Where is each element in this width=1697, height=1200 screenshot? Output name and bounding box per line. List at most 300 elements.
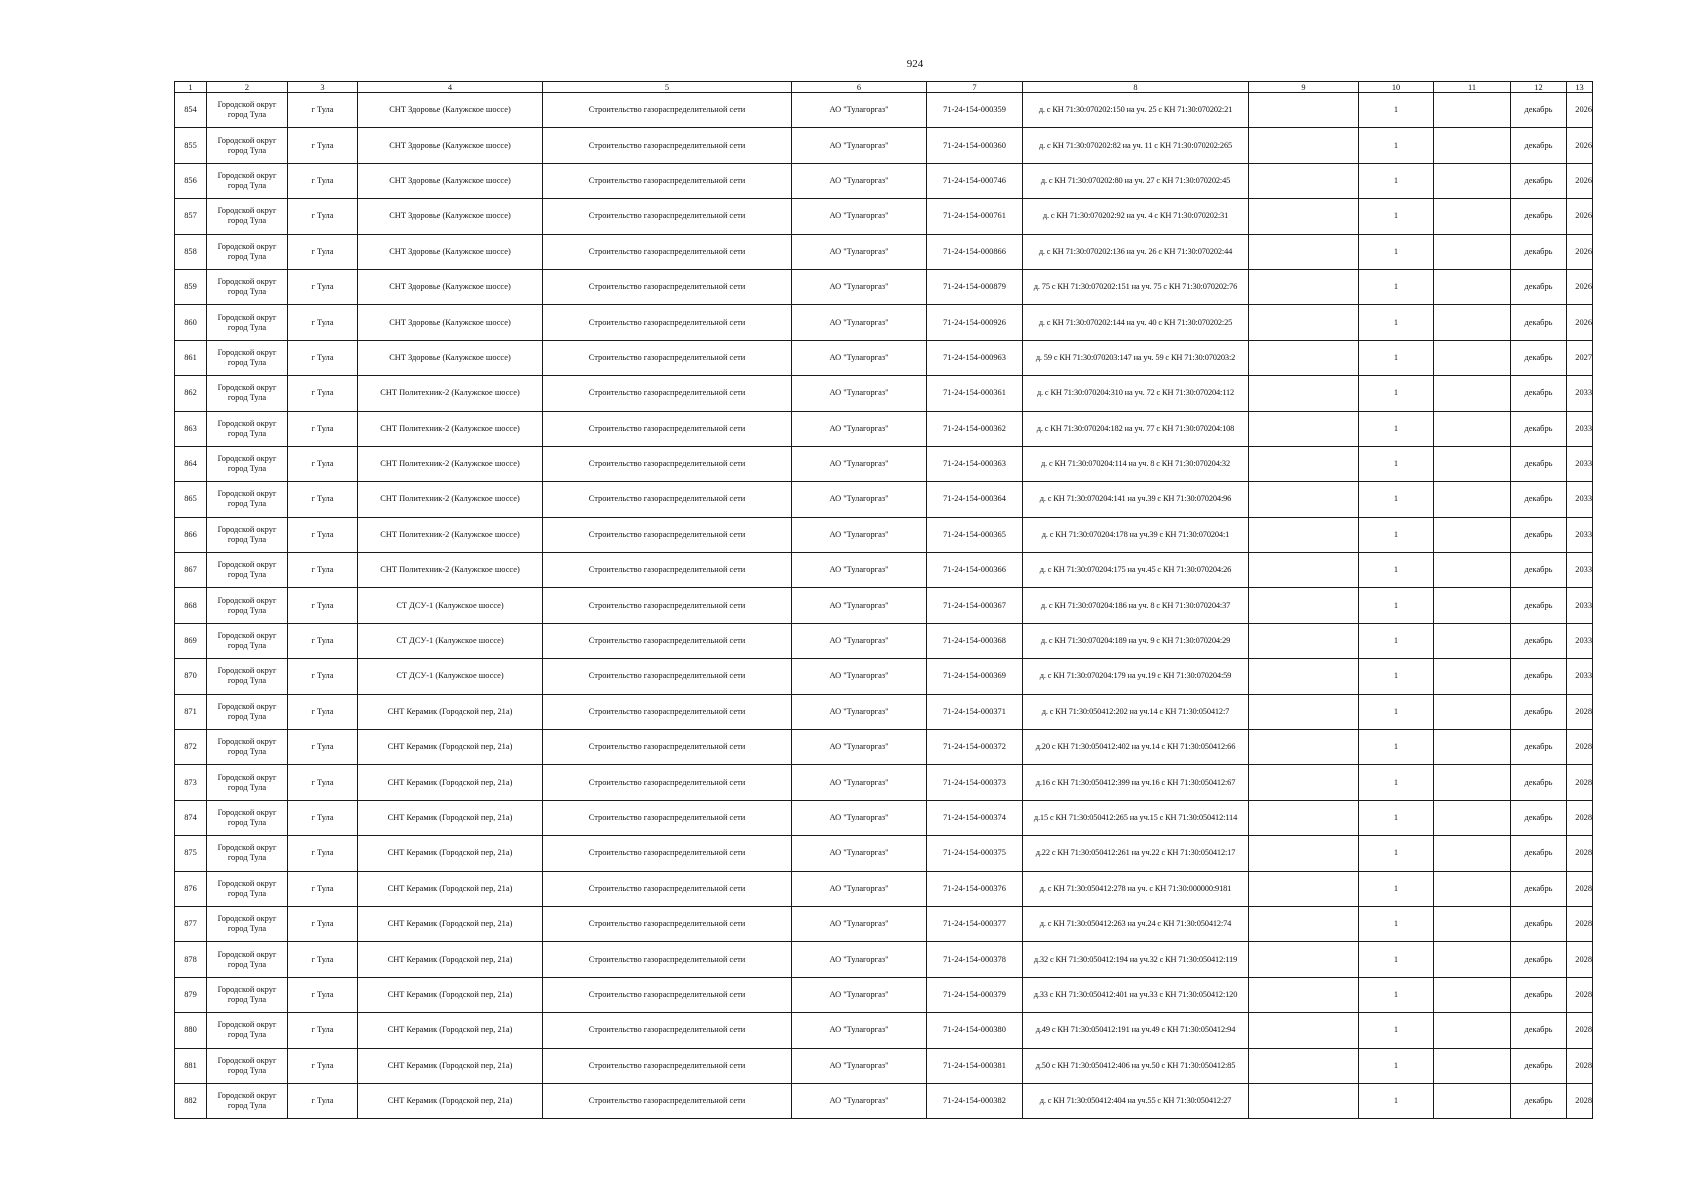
cell-month: декабрь — [1511, 482, 1567, 517]
cell-quantity: 1 — [1359, 1013, 1434, 1048]
cell-application-number: 71-24-154-000360 — [927, 128, 1023, 163]
cell-row-number: 858 — [175, 234, 207, 269]
cell-object-name: СНТ Здоровье (Калужское шоссе) — [358, 199, 543, 234]
cell-municipality: Городской округ город Тула — [207, 800, 288, 835]
cell-object-description: д.50 с КН 71:30:050412:406 на уч.50 с КН 71:30:050412:85 — [1023, 1048, 1249, 1083]
cell-object-name: СНТ Керамик (Городской пер, 21а) — [358, 977, 543, 1012]
cell-col-9 — [1249, 269, 1359, 304]
cell-year: 2033 — [1567, 517, 1593, 552]
cell-organization: АО "Тулагоргаз" — [792, 93, 927, 128]
cell-month: декабрь — [1511, 977, 1567, 1012]
cell-object-name: СНТ Керамик (Городской пер, 21а) — [358, 836, 543, 871]
cell-object-description: д. с КН 71:30:050412:278 на уч. с КН 71:30:000000:9181 — [1023, 871, 1249, 906]
cell-municipality: Городской округ город Тула — [207, 730, 288, 765]
cell-settlement: г Тула — [288, 730, 358, 765]
cell-organization: АО "Тулагоргаз" — [792, 836, 927, 871]
cell-quantity: 1 — [1359, 588, 1434, 623]
cell-application-number: 71-24-154-000365 — [927, 517, 1023, 552]
cell-col-9 — [1249, 588, 1359, 623]
cell-year: 2026 — [1567, 305, 1593, 340]
cell-municipality: Городской округ город Тула — [207, 659, 288, 694]
cell-municipality: Городской округ город Тула — [207, 1013, 288, 1048]
cell-year: 2028 — [1567, 836, 1593, 871]
table-row — [175, 446, 1593, 481]
cell-col-9 — [1249, 800, 1359, 835]
cell-municipality: Городской округ город Тула — [207, 623, 288, 658]
cell-municipality: Городской округ город Тула — [207, 694, 288, 729]
cell-work-type: Строительство газораспределительной сети — [543, 871, 792, 906]
cell-year: 2028 — [1567, 694, 1593, 729]
cell-month: декабрь — [1511, 553, 1567, 588]
cell-row-number: 854 — [175, 93, 207, 128]
cell-object-name: СНТ Политехник-2 (Калужское шоссе) — [358, 411, 543, 446]
cell-settlement: г Тула — [288, 977, 358, 1012]
table-row — [175, 93, 1593, 128]
cell-municipality: Городской округ город Тула — [207, 517, 288, 552]
cell-col-11 — [1434, 482, 1511, 517]
cell-application-number: 71-24-154-000359 — [927, 93, 1023, 128]
cell-col-11 — [1434, 1048, 1511, 1083]
cell-row-number: 870 — [175, 659, 207, 694]
cell-object-description: д. с КН 71:30:070204:310 на уч. 72 с КН 71:30:070204:112 — [1023, 376, 1249, 411]
cell-month: декабрь — [1511, 730, 1567, 765]
cell-municipality: Городской округ город Тула — [207, 977, 288, 1012]
cell-object-description: д. 59 с КН 71:30:070203:147 на уч. 59 с КН 71:30:070203:2 — [1023, 340, 1249, 375]
column-header-11: 11 — [1434, 82, 1511, 93]
cell-application-number: 71-24-154-000371 — [927, 694, 1023, 729]
cell-year: 2028 — [1567, 977, 1593, 1012]
table-row — [175, 517, 1593, 552]
cell-row-number: 876 — [175, 871, 207, 906]
cell-work-type: Строительство газораспределительной сети — [543, 163, 792, 198]
column-header-13: 13 — [1567, 82, 1593, 93]
cell-quantity: 1 — [1359, 163, 1434, 198]
table-row — [175, 234, 1593, 269]
cell-month: декабрь — [1511, 446, 1567, 481]
cell-year: 2028 — [1567, 906, 1593, 941]
cell-settlement: г Тула — [288, 871, 358, 906]
cell-month: декабрь — [1511, 517, 1567, 552]
cell-organization: АО "Тулагоргаз" — [792, 446, 927, 481]
cell-col-9 — [1249, 482, 1359, 517]
cell-row-number: 882 — [175, 1083, 207, 1118]
cell-month: декабрь — [1511, 659, 1567, 694]
cell-organization: АО "Тулагоргаз" — [792, 269, 927, 304]
cell-municipality: Городской округ город Тула — [207, 128, 288, 163]
cell-col-11 — [1434, 836, 1511, 871]
cell-year: 2033 — [1567, 482, 1593, 517]
table-row — [175, 269, 1593, 304]
cell-settlement: г Тула — [288, 340, 358, 375]
cell-municipality: Городской округ город Тула — [207, 163, 288, 198]
cell-col-9 — [1249, 1083, 1359, 1118]
column-header-7: 7 — [927, 82, 1023, 93]
cell-municipality: Городской округ город Тула — [207, 376, 288, 411]
cell-object-name: СНТ Здоровье (Калужское шоссе) — [358, 128, 543, 163]
cell-municipality: Городской округ город Тула — [207, 871, 288, 906]
cell-object-name: СНТ Керамик (Городской пер, 21а) — [358, 906, 543, 941]
cell-col-11 — [1434, 906, 1511, 941]
cell-month: декабрь — [1511, 623, 1567, 658]
cell-month: декабрь — [1511, 128, 1567, 163]
cell-settlement: г Тула — [288, 482, 358, 517]
cell-quantity: 1 — [1359, 836, 1434, 871]
cell-quantity: 1 — [1359, 730, 1434, 765]
cell-settlement: г Тула — [288, 305, 358, 340]
cell-row-number: 877 — [175, 906, 207, 941]
cell-application-number: 71-24-154-000361 — [927, 376, 1023, 411]
cell-organization: АО "Тулагоргаз" — [792, 553, 927, 588]
cell-object-description: д. с КН 71:30:070204:189 на уч. 9 с КН 71:30:070204:29 — [1023, 623, 1249, 658]
cell-quantity: 1 — [1359, 446, 1434, 481]
cell-row-number: 866 — [175, 517, 207, 552]
table-row — [175, 730, 1593, 765]
cell-row-number: 865 — [175, 482, 207, 517]
cell-municipality: Городской округ город Тула — [207, 765, 288, 800]
cell-col-11 — [1434, 163, 1511, 198]
cell-object-name: СНТ Керамик (Городской пер, 21а) — [358, 1083, 543, 1118]
cell-row-number: 875 — [175, 836, 207, 871]
cell-work-type: Строительство газораспределительной сети — [543, 93, 792, 128]
cell-settlement: г Тула — [288, 694, 358, 729]
cell-application-number: 71-24-154-000363 — [927, 446, 1023, 481]
cell-application-number: 71-24-154-000963 — [927, 340, 1023, 375]
cell-row-number: 856 — [175, 163, 207, 198]
table-row — [175, 977, 1593, 1012]
cell-work-type: Строительство газораспределительной сети — [543, 305, 792, 340]
cell-municipality: Городской округ город Тула — [207, 588, 288, 623]
cell-municipality: Городской округ город Тула — [207, 411, 288, 446]
cell-col-11 — [1434, 93, 1511, 128]
cell-object-name: СНТ Керамик (Городской пер, 21а) — [358, 871, 543, 906]
cell-col-9 — [1249, 411, 1359, 446]
cell-year: 2027 — [1567, 340, 1593, 375]
table-row — [175, 163, 1593, 198]
cell-settlement: г Тула — [288, 623, 358, 658]
cell-col-11 — [1434, 411, 1511, 446]
cell-settlement: г Тула — [288, 163, 358, 198]
cell-row-number: 881 — [175, 1048, 207, 1083]
cell-row-number: 863 — [175, 411, 207, 446]
cell-object-name: СТ ДСУ-1 (Калужское шоссе) — [358, 588, 543, 623]
cell-object-description: д. с КН 71:30:070202:92 на уч. 4 с КН 71:30:070202:31 — [1023, 199, 1249, 234]
cell-object-description: д. с КН 71:30:070204:175 на уч.45 с КН 71:30:070204:26 — [1023, 553, 1249, 588]
table-row — [175, 128, 1593, 163]
cell-year: 2026 — [1567, 163, 1593, 198]
column-header-5: 5 — [543, 82, 792, 93]
cell-object-description: д.20 с КН 71:30:050412:402 на уч.14 с КН 71:30:050412:66 — [1023, 730, 1249, 765]
cell-row-number: 880 — [175, 1013, 207, 1048]
cell-organization: АО "Тулагоргаз" — [792, 906, 927, 941]
cell-year: 2028 — [1567, 1013, 1593, 1048]
cell-organization: АО "Тулагоргаз" — [792, 1048, 927, 1083]
table-row — [175, 340, 1593, 375]
cell-row-number: 860 — [175, 305, 207, 340]
cell-municipality: Городской округ город Тула — [207, 234, 288, 269]
cell-month: декабрь — [1511, 1083, 1567, 1118]
cell-col-9 — [1249, 234, 1359, 269]
cell-settlement: г Тула — [288, 588, 358, 623]
cell-settlement: г Тула — [288, 411, 358, 446]
cell-object-name: СНТ Здоровье (Калужское шоссе) — [358, 340, 543, 375]
column-header-4: 4 — [358, 82, 543, 93]
cell-settlement: г Тула — [288, 906, 358, 941]
cell-settlement: г Тула — [288, 765, 358, 800]
cell-row-number: 878 — [175, 942, 207, 977]
cell-municipality: Городской округ город Тула — [207, 906, 288, 941]
cell-organization: АО "Тулагоргаз" — [792, 942, 927, 977]
cell-settlement: г Тула — [288, 128, 358, 163]
cell-work-type: Строительство газораспределительной сети — [543, 446, 792, 481]
table-row — [175, 1013, 1593, 1048]
cell-object-name: СТ ДСУ-1 (Калужское шоссе) — [358, 623, 543, 658]
cell-application-number: 71-24-154-000378 — [927, 942, 1023, 977]
cell-col-9 — [1249, 199, 1359, 234]
cell-month: декабрь — [1511, 1013, 1567, 1048]
cell-year: 2028 — [1567, 1048, 1593, 1083]
table-row — [175, 871, 1593, 906]
cell-col-11 — [1434, 800, 1511, 835]
cell-quantity: 1 — [1359, 623, 1434, 658]
cell-organization: АО "Тулагоргаз" — [792, 163, 927, 198]
cell-application-number: 71-24-154-000377 — [927, 906, 1023, 941]
cell-application-number: 71-24-154-000926 — [927, 305, 1023, 340]
cell-object-name: СНТ Здоровье (Калужское шоссе) — [358, 234, 543, 269]
cell-object-description: д. с КН 71:30:070204:179 на уч.19 с КН 71:30:070204:59 — [1023, 659, 1249, 694]
cell-work-type: Строительство газораспределительной сети — [543, 234, 792, 269]
cell-object-description: д. с КН 71:30:050412:263 на уч.24 с КН 71:30:050412:74 — [1023, 906, 1249, 941]
cell-year: 2028 — [1567, 871, 1593, 906]
cell-month: декабрь — [1511, 942, 1567, 977]
cell-object-name: СНТ Керамик (Городской пер, 21а) — [358, 730, 543, 765]
cell-month: декабрь — [1511, 871, 1567, 906]
table-row — [175, 411, 1593, 446]
cell-work-type: Строительство газораспределительной сети — [543, 694, 792, 729]
cell-application-number: 71-24-154-000366 — [927, 553, 1023, 588]
cell-quantity: 1 — [1359, 1083, 1434, 1118]
cell-organization: АО "Тулагоргаз" — [792, 1013, 927, 1048]
cell-work-type: Строительство газораспределительной сети — [543, 517, 792, 552]
cell-object-description: д.33 с КН 71:30:050412:401 на уч.33 с КН 71:30:050412:120 — [1023, 977, 1249, 1012]
cell-row-number: 868 — [175, 588, 207, 623]
cell-col-11 — [1434, 588, 1511, 623]
cell-object-description: д. 75 с КН 71:30:070202:151 на уч. 75 с КН 71:30:070202:76 — [1023, 269, 1249, 304]
cell-object-description: д. с КН 71:30:070204:182 на уч. 77 с КН 71:30:070204:108 — [1023, 411, 1249, 446]
cell-object-description: д. с КН 71:30:070202:80 на уч. 27 с КН 71:30:070202:45 — [1023, 163, 1249, 198]
cell-object-description: д. с КН 71:30:070204:114 на уч. 8 с КН 71:30:070204:32 — [1023, 446, 1249, 481]
cell-col-11 — [1434, 1083, 1511, 1118]
cell-object-name: СНТ Керамик (Городской пер, 21а) — [358, 694, 543, 729]
cell-col-9 — [1249, 977, 1359, 1012]
cell-application-number: 71-24-154-000369 — [927, 659, 1023, 694]
cell-quantity: 1 — [1359, 93, 1434, 128]
cell-row-number: 861 — [175, 340, 207, 375]
cell-month: декабрь — [1511, 836, 1567, 871]
cell-quantity: 1 — [1359, 305, 1434, 340]
cell-col-11 — [1434, 553, 1511, 588]
cell-col-9 — [1249, 765, 1359, 800]
cell-settlement: г Тула — [288, 659, 358, 694]
cell-work-type: Строительство газораспределительной сети — [543, 730, 792, 765]
cell-col-11 — [1434, 269, 1511, 304]
cell-work-type: Строительство газораспределительной сети — [543, 800, 792, 835]
cell-settlement: г Тула — [288, 376, 358, 411]
table-row — [175, 906, 1593, 941]
cell-month: декабрь — [1511, 906, 1567, 941]
cell-object-name: СНТ Здоровье (Калужское шоссе) — [358, 305, 543, 340]
cell-application-number: 71-24-154-000382 — [927, 1083, 1023, 1118]
cell-municipality: Городской округ город Тула — [207, 93, 288, 128]
cell-col-11 — [1434, 871, 1511, 906]
cell-application-number: 71-24-154-000866 — [927, 234, 1023, 269]
cell-quantity: 1 — [1359, 906, 1434, 941]
cell-month: декабрь — [1511, 800, 1567, 835]
cell-settlement: г Тула — [288, 1083, 358, 1118]
cell-col-9 — [1249, 906, 1359, 941]
cell-col-11 — [1434, 199, 1511, 234]
cell-object-name: СНТ Керамик (Городской пер, 21а) — [358, 800, 543, 835]
cell-organization: АО "Тулагоргаз" — [792, 800, 927, 835]
cell-col-9 — [1249, 836, 1359, 871]
cell-application-number: 71-24-154-000364 — [927, 482, 1023, 517]
cell-work-type: Строительство газораспределительной сети — [543, 1083, 792, 1118]
table-row — [175, 482, 1593, 517]
cell-application-number: 71-24-154-000380 — [927, 1013, 1023, 1048]
cell-col-9 — [1249, 305, 1359, 340]
cell-organization: АО "Тулагоргаз" — [792, 623, 927, 658]
cell-row-number: 872 — [175, 730, 207, 765]
cell-month: декабрь — [1511, 305, 1567, 340]
cell-quantity: 1 — [1359, 659, 1434, 694]
cell-organization: АО "Тулагоргаз" — [792, 128, 927, 163]
cell-year: 2028 — [1567, 730, 1593, 765]
cell-row-number: 879 — [175, 977, 207, 1012]
cell-quantity: 1 — [1359, 1048, 1434, 1083]
cell-object-description: д. с КН 71:30:070202:144 на уч. 40 с КН 71:30:070202:25 — [1023, 305, 1249, 340]
cell-quantity: 1 — [1359, 942, 1434, 977]
cell-organization: АО "Тулагоргаз" — [792, 871, 927, 906]
cell-object-name: СНТ Керамик (Городской пер, 21а) — [358, 942, 543, 977]
cell-municipality: Городской округ город Тула — [207, 446, 288, 481]
cell-work-type: Строительство газораспределительной сети — [543, 977, 792, 1012]
cell-col-11 — [1434, 694, 1511, 729]
cell-quantity: 1 — [1359, 977, 1434, 1012]
cell-col-9 — [1249, 694, 1359, 729]
cell-application-number: 71-24-154-000362 — [927, 411, 1023, 446]
cell-object-description: д. с КН 71:30:070204:186 на уч. 8 с КН 71:30:070204:37 — [1023, 588, 1249, 623]
cell-year: 2033 — [1567, 376, 1593, 411]
table-row — [175, 694, 1593, 729]
cell-object-name: СНТ Политехник-2 (Калужское шоссе) — [358, 553, 543, 588]
cell-municipality: Городской округ город Тула — [207, 1083, 288, 1118]
cell-work-type: Строительство газораспределительной сети — [543, 906, 792, 941]
cell-month: декабрь — [1511, 765, 1567, 800]
cell-row-number: 855 — [175, 128, 207, 163]
cell-quantity: 1 — [1359, 482, 1434, 517]
cell-year: 2028 — [1567, 942, 1593, 977]
cell-col-9 — [1249, 730, 1359, 765]
cell-municipality: Городской округ город Тула — [207, 269, 288, 304]
cell-col-11 — [1434, 376, 1511, 411]
cell-col-11 — [1434, 446, 1511, 481]
cell-work-type: Строительство газораспределительной сети — [543, 482, 792, 517]
cell-settlement: г Тула — [288, 1013, 358, 1048]
cell-settlement: г Тула — [288, 942, 358, 977]
cell-work-type: Строительство газораспределительной сети — [543, 942, 792, 977]
cell-month: декабрь — [1511, 199, 1567, 234]
cell-object-name: СНТ Здоровье (Калужское шоссе) — [358, 269, 543, 304]
cell-month: декабрь — [1511, 340, 1567, 375]
cell-object-name: СНТ Керамик (Городской пер, 21а) — [358, 765, 543, 800]
cell-year: 2026 — [1567, 93, 1593, 128]
cell-work-type: Строительство газораспределительной сети — [543, 199, 792, 234]
cell-settlement: г Тула — [288, 1048, 358, 1083]
cell-row-number: 857 — [175, 199, 207, 234]
cell-month: декабрь — [1511, 694, 1567, 729]
cell-year: 2026 — [1567, 199, 1593, 234]
table-row — [175, 1083, 1593, 1118]
table-row — [175, 623, 1593, 658]
cell-organization: АО "Тулагоргаз" — [792, 482, 927, 517]
cell-organization: АО "Тулагоргаз" — [792, 234, 927, 269]
column-header-3: 3 — [288, 82, 358, 93]
cell-organization: АО "Тулагоргаз" — [792, 765, 927, 800]
cell-application-number: 71-24-154-000374 — [927, 800, 1023, 835]
cell-col-9 — [1249, 871, 1359, 906]
column-header-2: 2 — [207, 82, 288, 93]
gas-network-table — [174, 81, 1593, 1119]
cell-settlement: г Тула — [288, 800, 358, 835]
cell-work-type: Строительство газораспределительной сети — [543, 411, 792, 446]
cell-object-name: СНТ Политехник-2 (Калужское шоссе) — [358, 446, 543, 481]
cell-quantity: 1 — [1359, 517, 1434, 552]
cell-object-description: д.49 с КН 71:30:050412:191 на уч.49 с КН 71:30:050412:94 — [1023, 1013, 1249, 1048]
column-header-9: 9 — [1249, 82, 1359, 93]
cell-object-name: СНТ Политехник-2 (Калужское шоссе) — [358, 376, 543, 411]
cell-application-number: 71-24-154-000376 — [927, 871, 1023, 906]
cell-row-number: 862 — [175, 376, 207, 411]
cell-row-number: 869 — [175, 623, 207, 658]
cell-col-11 — [1434, 517, 1511, 552]
cell-work-type: Строительство газораспределительной сети — [543, 376, 792, 411]
cell-month: декабрь — [1511, 588, 1567, 623]
cell-row-number: 859 — [175, 269, 207, 304]
table-row — [175, 765, 1593, 800]
cell-row-number: 873 — [175, 765, 207, 800]
cell-organization: АО "Тулагоргаз" — [792, 340, 927, 375]
column-header-6: 6 — [792, 82, 927, 93]
cell-col-9 — [1249, 1013, 1359, 1048]
cell-application-number: 71-24-154-000746 — [927, 163, 1023, 198]
cell-municipality: Городской округ город Тула — [207, 340, 288, 375]
cell-organization: АО "Тулагоргаз" — [792, 1083, 927, 1118]
table-row — [175, 942, 1593, 977]
cell-work-type: Строительство газораспределительной сети — [543, 269, 792, 304]
cell-organization: АО "Тулагоргаз" — [792, 517, 927, 552]
cell-settlement: г Тула — [288, 836, 358, 871]
cell-application-number: 71-24-154-000381 — [927, 1048, 1023, 1083]
cell-object-description: д. с КН 71:30:070202:150 на уч. 25 с КН 71:30:070202:21 — [1023, 93, 1249, 128]
cell-col-9 — [1249, 93, 1359, 128]
cell-quantity: 1 — [1359, 871, 1434, 906]
cell-settlement: г Тула — [288, 517, 358, 552]
cell-col-11 — [1434, 340, 1511, 375]
cell-col-9 — [1249, 1048, 1359, 1083]
table-row — [175, 1048, 1593, 1083]
column-header-1: 1 — [175, 82, 207, 93]
page-number: 924 — [906, 58, 924, 70]
cell-month: декабрь — [1511, 234, 1567, 269]
